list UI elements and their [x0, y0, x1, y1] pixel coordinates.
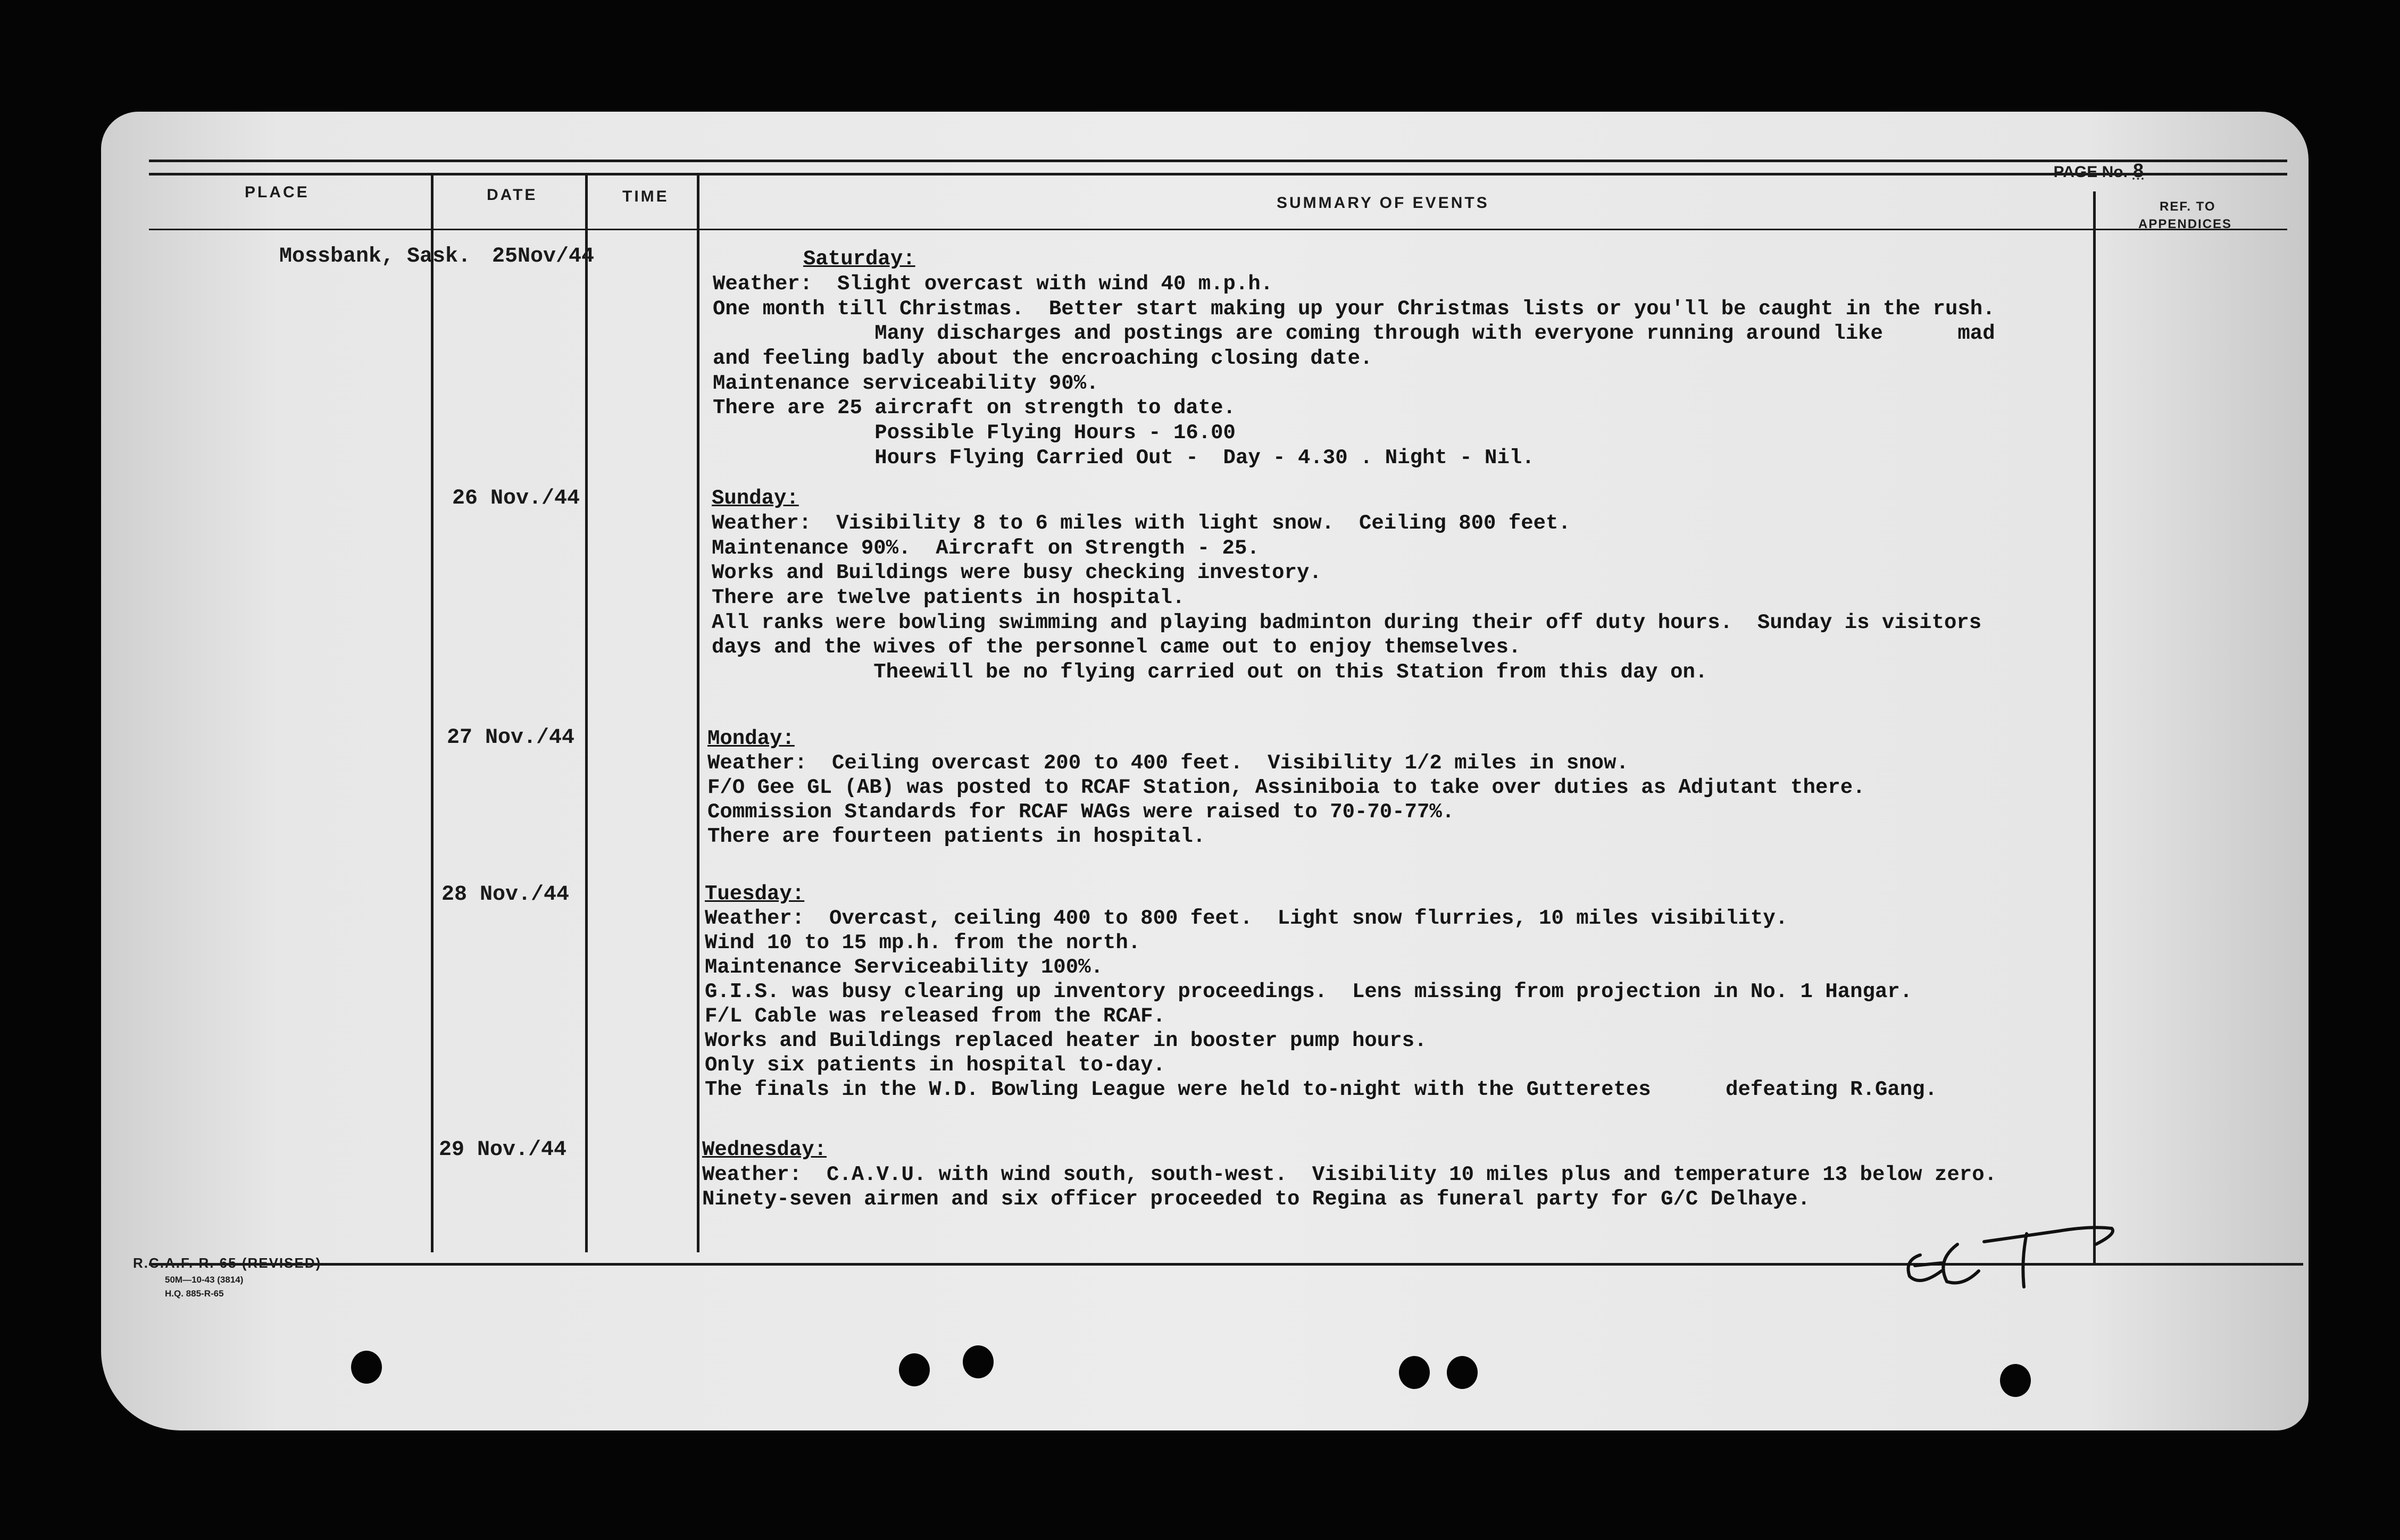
entry-line: Works and Buildings replaced heater in booster pump hours. [705, 1029, 1427, 1052]
date-25nov: 25Nov/44 [492, 245, 595, 269]
entry-line: Possible Flying Hours - 16.00 [713, 421, 1236, 445]
date-27nov: 27 Nov./44 [447, 726, 575, 750]
binder-hole [2000, 1364, 2031, 1397]
form-code-line1: R.C.A.F. R. 65 (REVISED) [133, 1255, 322, 1271]
ref-header-line1: REF. TO [2160, 199, 2216, 214]
binder-hole [1399, 1356, 1430, 1389]
entry-line: Weather: Slight overcast with wind 40 m.p.h. [713, 272, 1273, 296]
entry-line: Maintenance serviceability 90%. [713, 372, 1099, 395]
entry-line: F/L Cable was released from the RCAF. [705, 1005, 1165, 1028]
entry-line: Wind 10 to 15 mp.h. from the north. [705, 931, 1141, 955]
date-time-separator [585, 173, 588, 1252]
entry-heading-saturday: Saturday: [803, 247, 915, 271]
entry-line: Only six patients in hospital to-day. [705, 1053, 1165, 1077]
entry-line: Weather: Ceiling overcast 200 to 400 feet. Visibility 1/2 miles in snow. [707, 751, 1629, 775]
place-header: PLACE [245, 183, 310, 201]
entry-line: Ninety-seven airmen and six officer proceeded to Regina as funeral party for G/C Delhaye. [702, 1187, 1810, 1211]
entry-line: Many discharges and postings are coming through with everyone running around like mad [713, 322, 1995, 345]
time-summary-separator [697, 173, 699, 1252]
entry-heading-monday: Monday: [707, 727, 795, 750]
signature-initials [1899, 1218, 2122, 1298]
entry-line: G.I.S. was busy clearing up inventory proceedings. Lens missing from projection in No. 1 Hangar. [705, 980, 1913, 1003]
entry-heading-tuesday: Tuesday: [705, 882, 805, 906]
entry-heading-sunday: Sunday: [712, 487, 799, 510]
entry-line: One month till Christmas. Better start making up your Christmas lists or you'll be caught in the rush. [713, 297, 1995, 321]
date-header: DATE [487, 186, 538, 204]
form-code [133, 1255, 321, 1299]
date-29nov: 29 Nov./44 [439, 1138, 567, 1162]
entry-line: There are 25 aircraft on strength to date. [713, 396, 1236, 420]
entry-line: All ranks were bowling swimming and playing badminton during their off duty hours. Sunday is visitors [712, 611, 1982, 634]
entry-heading-wednesday: Wednesday: [702, 1138, 827, 1161]
binder-hole [1447, 1356, 1478, 1389]
top-rule [149, 160, 2287, 162]
entry-line: Hours Flying Carried Out - Day - 4.30 . Night - Nil. [713, 446, 1535, 470]
header-rule-bottom [149, 229, 2287, 230]
entry-line: F/O Gee GL (AB) was posted to RCAF Station, Assiniboia to take over duties as Adjutant there. [707, 776, 1865, 799]
date-26nov: 26 Nov./44 [452, 487, 580, 510]
ref-header-line2: APPENDICES [2138, 217, 2232, 231]
entry-line: Theewill be no flying carried out on this Station from this day on. [712, 660, 1708, 684]
entry-line: Maintenance 90%. Aircraft on Strength - 25. [712, 537, 1260, 560]
date-28nov: 28 Nov./44 [441, 883, 570, 907]
entry-line: Weather: C.A.V.U. with wind south, south-west. Visibility 10 miles plus and temperature 13 below zero. [702, 1163, 1997, 1186]
entry-line: There are twelve patients in hospital. [712, 586, 1185, 609]
entry-line: and feeling badly about the encroaching closing date. [713, 347, 1373, 370]
header-rule-top [149, 173, 2287, 175]
summary-ref-separator [2093, 191, 2096, 1266]
entry-line: Works and Buildings were busy checking investory. [712, 561, 1322, 584]
summary-header: SUMMARY OF EVENTS [1277, 194, 1489, 212]
form-code-line3: H.Q. 885-R-65 [165, 1288, 224, 1299]
entry-line: Commission Standards for RCAF WAGs were raised to 70-70-77%. [707, 800, 1455, 824]
binder-hole [963, 1345, 994, 1378]
time-header: TIME [622, 188, 669, 205]
entry-line: Weather: Visibility 8 to 6 miles with light snow. Ceiling 800 feet. [712, 512, 1571, 535]
entry-line: Weather: Overcast, ceiling 400 to 800 feet. Light snow flurries, 10 miles visibility. [705, 907, 1788, 930]
place-value: Mossbank, Sask. [279, 245, 471, 269]
entry-line: The finals in the W.D. Bowling League were held to-night with the Gutteretes defeating R.Gang. [705, 1078, 1937, 1101]
page-label: PAGE No. [2053, 163, 2128, 181]
entry-line: days and the wives of the personnel came out to enjoy themselves. [712, 635, 1521, 659]
diary-form-card [101, 112, 2309, 1430]
place-date-separator [431, 173, 434, 1252]
binder-hole [351, 1351, 382, 1384]
entry-line: Maintenance Serviceability 100%. [705, 956, 1103, 979]
page-number [2054, 160, 2144, 182]
form-code-line2: 50M—10-43 (3814) [165, 1275, 244, 1285]
binder-hole [899, 1353, 930, 1386]
entry-line: There are fourteen patients in hospital. [707, 825, 1206, 848]
page-number-value: 8 [2132, 160, 2144, 181]
